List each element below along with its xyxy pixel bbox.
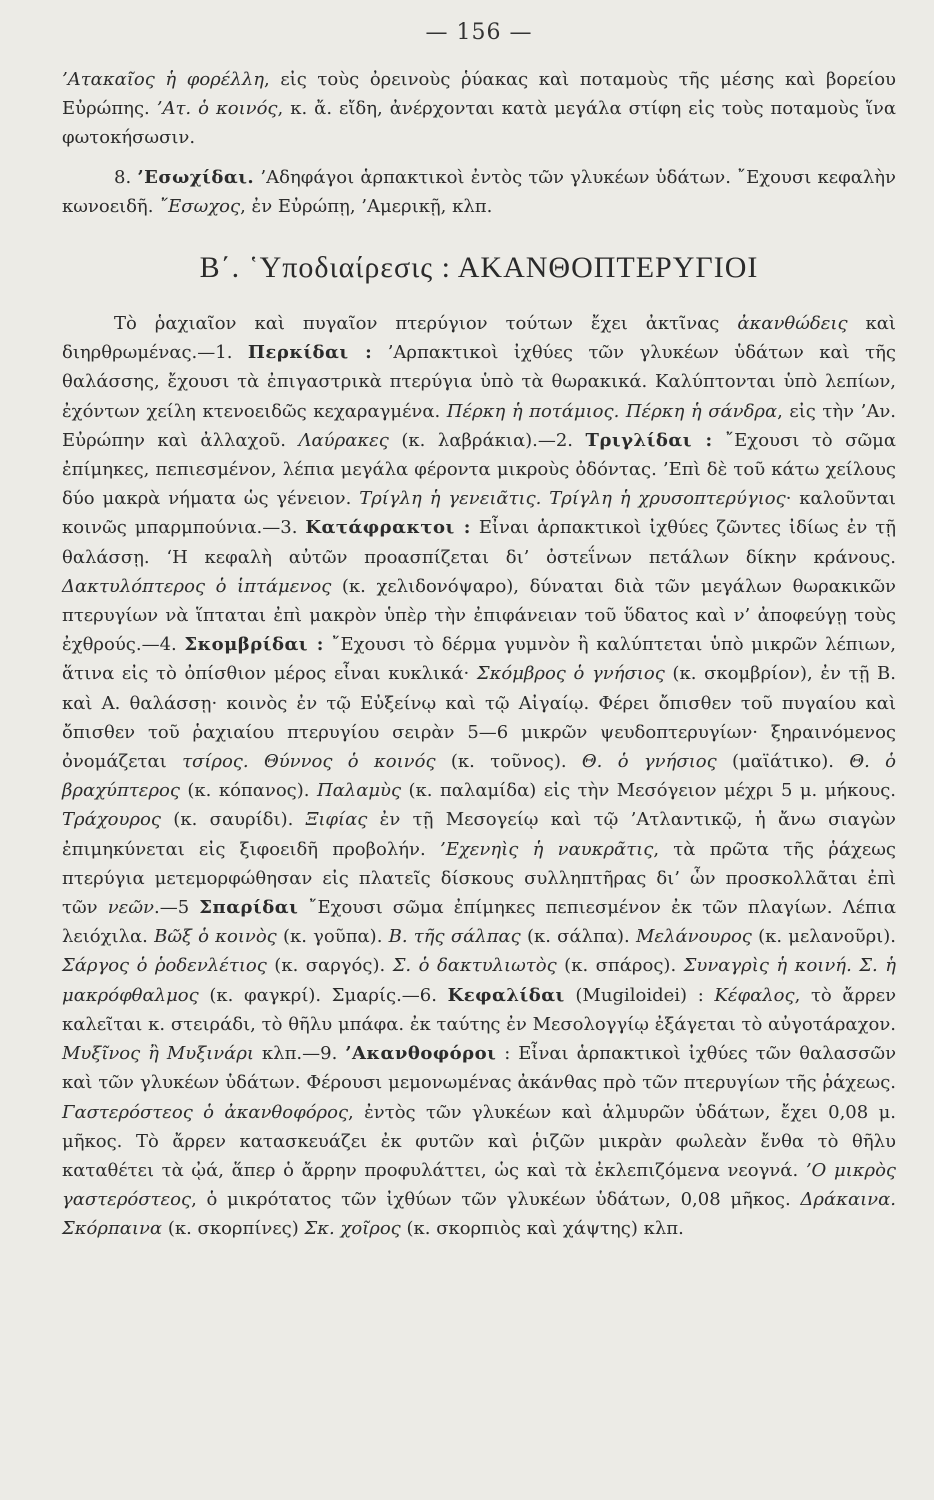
text-run: , τὸ ἄρρεν καλεῖται κ. στειράδι, τὸ θῆλυ μπάφα. ἐκ ταύτης ἐν Μεσολογγίῳ ἐξάγεται τὸ αὐγοτάραχον. (62, 984, 897, 1035)
species-name: Δράκαινα. Σκόρπαινα (62, 1189, 896, 1240)
family-heading: ’Εσωχίδαι. (137, 166, 255, 188)
species-name: Λαύρακες (298, 429, 389, 451)
species-name: Σ. ὁ δακτυλιωτὸς (392, 955, 557, 977)
section-title: Β΄. ῾Υποδιαίρεσις : ΑΚΑΝΘΟΠΤΕΡΥΓΙΟΙ (199, 251, 759, 285)
text-run: (κ. μελανοῦρι). (751, 926, 896, 948)
species-name: ’Ατακαῖος ἡ φορέλλη (62, 69, 265, 90)
species-name: Τρίγλη ἡ γενειᾶτις. Τρίγλη ἡ χρυσοπτερύγιος (359, 488, 786, 510)
species-name: Γαστερόστεος ὁ ἀκανθοφόρος (62, 1101, 349, 1123)
text-run: κλπ.—9. (253, 1043, 346, 1065)
species-name: Β. τῆς σάλπας (388, 926, 521, 948)
species-name: νεῶν (107, 897, 154, 919)
species-name: Παλαμὺς (316, 780, 402, 802)
text-run: , εἰς τοὺς ὀρεινοὺς ῥύακας καὶ ποταμοὺς τῆς μέσης καὶ βορείου Εὐρώπης. (62, 69, 896, 120)
text-run: , ὁ μικρότατος τῶν ἰχθύων τῶν γλυκέων ὑδάτων, 0,08 μῆκος. (191, 1189, 801, 1211)
text-run: (κ. φαγκρί). Σμαρίς.—6. (198, 984, 448, 1006)
text-run: (κ. γοῦπα). (276, 926, 389, 948)
text-run: , εἰς τὴν ’Αν. Εὐρώπην καὶ ἀλλαχοῦ. (62, 400, 897, 451)
text-run: ’Αδηφάγοι ἁρπακτικοὶ ἐντὸς τῶν γλυκέων ὑδάτων. ῎Εχουσι κεφαλὴν κωνοειδῆ. (62, 166, 896, 217)
text-run: , ἐντὸς τῶν γλυκέων καὶ ἁλμυρῶν ὑδάτων, ἔχει 0,08 μ. μῆκος. Τὸ ἄρρεν κατασκευάζει ἐκ φυτῶν καὶ ῥιζῶν μικρὰν φωλεὰν ἔνθα τὸ θῆλυ καταθέτει τὰ ᾠά, ἅπερ ὁ ἄρρην προφυλάττει, ὡς καὶ τὰ ἐκλεπιζόμενα νεογνά. (62, 1101, 896, 1181)
species-name: τσίρος. Θύννος ὁ κοινός (182, 751, 436, 773)
text-run: , κ. ἄ. εἴδη, ἀνέρχονται κατὰ μεγάλα στίφη εἰς τοὺς ποταμοὺς ἵνα φωτοκήσωσιν. (62, 98, 896, 149)
species-name: Πέρκη ἡ ποτάμιος. Πέρκη ἡ σάνδρα (446, 400, 778, 422)
family-heading: Κατάφρακτοι : (305, 517, 471, 539)
text-run: (μαϊάτικο). (716, 751, 850, 773)
species-name: Σκόμβρος ὁ γνήσιος (476, 663, 665, 685)
species-name: ’Εχενηὶς ἡ ναυκρᾶτις (440, 838, 654, 860)
paragraph-intro (62, 65, 896, 153)
species-name: Μελάνουρος (635, 926, 752, 948)
text-run: (κ. χελιδονόψαρο), δύναται διὰ τῶν μεγάλων θωρακικῶν πτερυγίων νὰ ἵπταται ἐπὶ μακρὸν ὑπὲρ τὴν ἐπιφάνειαν τοῦ ὕδατος καὶ ν’ ἀποφεύγῃ τοὺς ἐχθρούς.—4. (62, 575, 896, 656)
species-name: ῎Εσωχος (159, 195, 241, 217)
text-run: ἐν τῇ Μεσογείῳ καὶ τῷ ’Ατλαντικῷ, ἡ ἄνω σιαγὼν ἐπιμηκύνεται εἰς ξιφοειδῆ προβολήν. (62, 809, 896, 860)
species-name: Σάργος ὁ ῥοδενλέτιος (62, 955, 267, 977)
text-run: (κ. σπάρος). (556, 955, 684, 977)
species-name: Τράχουρος (62, 809, 161, 831)
species-name: Σκ. χοῖρος (304, 1218, 401, 1240)
species-name: Βῶξ ὁ κοινὸς (154, 926, 277, 948)
text-run: , τὰ πρῶτα τῆς ῥάχεως πτερύγια μετεμορφώθησαν εἰς πλατεῖς δίσκους συλληπτῆρας δι’ ὧν προσκολλᾶται ἐπὶ τῶν (62, 838, 897, 919)
text-run: ῎Εχουσι σῶμα ἐπίμηκες πεπιεσμένον ἐκ τῶν πλαγίων. Λέπια λειόχιλα. (62, 897, 896, 948)
text-run: ῎Εχουσι τὸ σῶμα ἐπίμηκες, πεπιεσμένον, λέπια μεγάλα φέροντα μικροὺς ὀδόντας. ’Επὶ δὲ τοῦ κάτω χείλους δύο μακρὰ νήματα ὡς γένειον. (62, 429, 896, 510)
text-run: ’Αρπακτικοὶ ἰχθύες τῶν γλυκέων ὑδάτων καὶ τῆς θαλάσσης, ἔχουσι τὰ ἐπιγαστρικὰ πτερύγια ὑπὸ τὰ θωρακικά. Καλύπτονται ὑπὸ λεπίων, ἐχόντων χείλη κτενοειδῶς κεχαραγμένα. (62, 342, 896, 422)
species-name: Μυξῖνος ἢ Μυξινάρι (62, 1043, 254, 1065)
species-name: Κέφαλος (714, 984, 795, 1006)
family-heading: Κεφαλίδαι (447, 984, 565, 1006)
family-heading: Σπαρίδαι (199, 897, 299, 919)
text-run: (κ. σκορπιὸς καὶ χάψτης) κλπ. (400, 1218, 684, 1240)
text-run: (κ. λαβράκια).—2. (388, 429, 586, 451)
text-run: .—5 (153, 897, 200, 919)
text-run: (κ. σάλπα). (520, 926, 636, 948)
text-run: Τὸ ῥαχιαῖον καὶ πυγαῖον πτερύγιον τούτων ἔχει ἀκτῖνας (114, 313, 738, 335)
text-run: · καλοῦνται κοινῶς μπαρμπούνια.—3. (62, 488, 896, 539)
paragraph-esoxidai (62, 163, 896, 221)
text-run: (κ. σαυρίδι). (160, 809, 306, 831)
species-name: Ξιφίας (305, 809, 368, 831)
text-run: , ἐν Εὐρώπῃ, ’Αμερικῇ, κλπ. (240, 195, 493, 217)
species-name: ’Ο μικρὸς γαστερόστεος (62, 1159, 897, 1211)
species-name: ἀκανθώδεις (737, 313, 848, 335)
family-heading: Τριγλίδαι : (585, 429, 713, 451)
text-run: (κ. σκορπίνες) (162, 1218, 305, 1240)
species-name: Θ. ὁ γνήσιος (581, 751, 717, 773)
species-name: ’Ατ. ὁ κοινός (156, 98, 278, 120)
text-run: (κ. κόπανος). (179, 780, 317, 802)
family-heading: Σκομβρίδαι : (184, 634, 324, 656)
family-heading: Περκίδαι : (247, 342, 373, 364)
page-number: — 156 — (425, 20, 533, 45)
text-run: (κ. τοῦνος). (435, 751, 582, 773)
paragraph-acanthopterygii (62, 309, 896, 1244)
text-run: (κ. παλαμίδα) εἰς τὴν Μεσόγειον μέχρι 5 μ. μήκους. (401, 780, 897, 802)
text-run: : Εἶναι ἁρπακτικοὶ ἰχθύες τῶν θαλασσῶν καὶ τῶν γλυκέων ὑδάτων. Φέρουσι μεμονωμένας ἀκάνθας πρὸ τῶν πτερυγίων τῆς ῥάχεως. (62, 1043, 897, 1094)
text-run: (κ. σκομβρίον), ἐν τῇ Β. καὶ Α. θαλάσσῃ· κοινὸς ἐν τῷ Εὐξείνῳ καὶ τῷ Αἰγαίῳ. Φέρει ὄπισθεν τοῦ πυγαίου καὶ ὄπισθεν τοῦ ῥαχιαίου πτερυγίου σειρὰν 5—6 μικρῶν ψευδοπτερυγίων· ξηραινόμενος ὀνομάζεται (62, 663, 896, 773)
text-run: Εἶναι ἁρπακτικοὶ ἰχθύες ζῶντες ἰδίως ἐν τῇ θαλάσσῃ. ‘Η κεφαλὴ αὐτῶν προασπίζεται δι’ ὀστεΐνων πετάλων δίκην κράνους. (62, 517, 896, 568)
text-run: (Mugiloidei) : (564, 984, 715, 1006)
text-run: 8. (114, 166, 138, 188)
text-run: καὶ διηρθρωμένας.—1. (62, 313, 896, 364)
species-name: Θ. ὁ βραχύπτερος (62, 751, 896, 802)
text-run: (κ. σαργός). (266, 955, 393, 977)
family-heading: ’Ακανθοφόροι (345, 1043, 497, 1065)
species-name: Συναγρὶς ἡ κοινή. Σ. ἡ μακρόφθαλμος (62, 955, 897, 1006)
species-name: Δακτυλόπτερος ὁ ἱπτάμενος (62, 575, 332, 597)
text-run: ῎Εχουσι τὸ δέρμα γυμνὸν ἢ καλύπτεται ὑπὸ μικρῶν λέπιων, ἅτινα εἰς τὸ ὀπίσθιον μέρος εἶναι κυκλικά· (62, 634, 897, 685)
